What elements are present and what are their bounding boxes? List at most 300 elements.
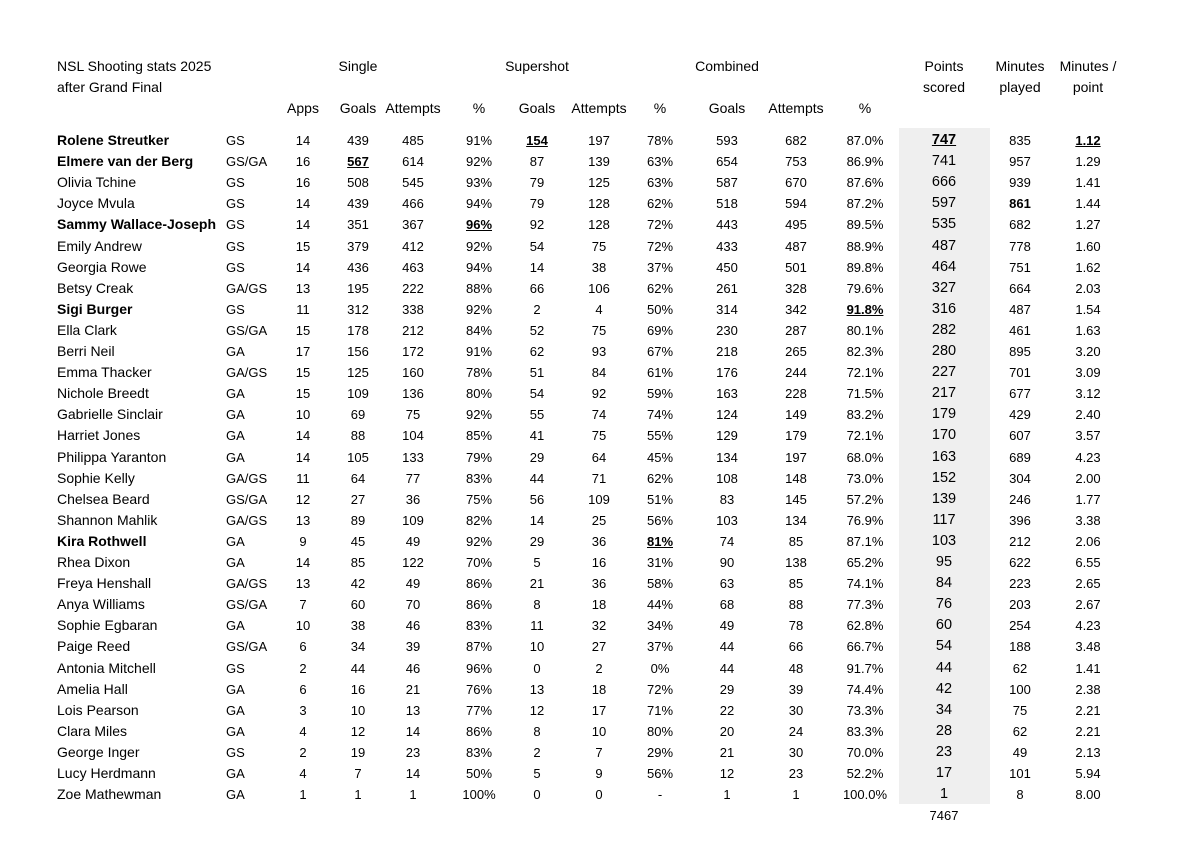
cell-mpp: 2.06 — [1075, 533, 1101, 549]
player-name: Sammy Wallace-Joseph — [57, 216, 216, 233]
cell-pts: 152 — [931, 469, 957, 486]
cell-ssa: 36 — [591, 533, 607, 549]
player-position: GA — [226, 428, 245, 444]
cell-sa: 412 — [402, 238, 424, 254]
cell-cg: 63 — [719, 576, 735, 592]
cell-sg: 60 — [350, 597, 366, 613]
cell-ca: 594 — [785, 196, 807, 212]
cell-mpp: 1.29 — [1075, 154, 1101, 170]
cell-pts: 327 — [931, 279, 957, 296]
cell-ssa: 18 — [591, 681, 607, 697]
cell-ssp: - — [657, 787, 663, 803]
table-row — [0, 784, 1200, 805]
player-name: Shannon Mahlik — [57, 511, 158, 528]
cell-mpp: 1.77 — [1075, 491, 1101, 507]
cell-cg: 230 — [716, 322, 738, 338]
cell-sa: 463 — [402, 259, 424, 275]
player-name: Sophie Kelly — [57, 469, 135, 486]
cell-apps: 4 — [299, 766, 307, 781]
cell-apps: 4 — [299, 723, 307, 739]
cell-ssg: 5 — [533, 555, 541, 570]
cell-ssp: 71% — [646, 702, 674, 718]
cell-ssa: 84 — [591, 365, 607, 381]
cell-min: 223 — [1009, 576, 1031, 592]
cell-sa: 1 — [409, 787, 417, 803]
player-position: GS/GA — [226, 491, 268, 507]
cell-ssg: 79 — [529, 196, 545, 212]
cell-pts: 282 — [931, 321, 957, 338]
cell-sp: 79% — [465, 449, 493, 465]
cell-min: 8 — [1016, 787, 1024, 803]
cell-apps: 14 — [295, 449, 311, 465]
cell-apps: 15 — [295, 238, 311, 254]
cell-ssg: 54 — [529, 386, 545, 402]
cell-ssa: 109 — [588, 491, 610, 507]
cell-sg: 508 — [347, 175, 369, 191]
cell-ssg: 14 — [529, 259, 545, 275]
cell-ssp: 31% — [646, 555, 674, 570]
cell-cp: 100.0% — [842, 787, 888, 803]
cell-cg: 83 — [719, 491, 735, 507]
cell-cp: 76.9% — [846, 512, 884, 528]
cell-pts: 217 — [931, 385, 957, 402]
cell-cg: 443 — [716, 217, 738, 233]
cell-ssg: 21 — [529, 576, 545, 592]
cell-sp: 86% — [465, 597, 493, 613]
cell-ssa: 18 — [591, 597, 607, 613]
cell-sg: 12 — [350, 723, 366, 739]
cell-mpp: 2.13 — [1075, 744, 1101, 760]
cell-cg: 593 — [716, 133, 738, 148]
col-header-combined-pct: % — [858, 100, 872, 116]
cell-ssp: 34% — [646, 618, 674, 634]
cell-cg: 129 — [716, 428, 738, 444]
cell-ssp: 72% — [646, 681, 674, 697]
cell-pts: 316 — [931, 300, 957, 317]
col-header-single-goals: Goals — [339, 100, 377, 116]
cell-pts: 464 — [931, 258, 957, 275]
table-row — [0, 742, 1200, 763]
player-position: GA/GS — [226, 365, 268, 381]
cell-pts: 84 — [935, 575, 953, 592]
table-row — [0, 404, 1200, 425]
group-header-supershot: Supershot — [505, 58, 569, 74]
group-header-points: Points — [924, 58, 964, 74]
cell-ssa: 128 — [588, 217, 610, 233]
cell-pts: 1 — [939, 786, 949, 803]
cell-apps: 13 — [295, 576, 311, 592]
cell-ca: 39 — [788, 681, 804, 697]
cell-sg: 69 — [350, 407, 366, 423]
cell-pts: 597 — [931, 195, 957, 212]
cell-sa: 485 — [402, 133, 424, 148]
cell-cp: 74.1% — [846, 576, 884, 592]
cell-ssp: 62% — [646, 196, 674, 212]
cell-min: 62 — [1012, 723, 1028, 739]
player-name: Emma Thacker — [57, 364, 152, 381]
cell-sp: 91% — [465, 344, 493, 359]
cell-pts: 17 — [935, 765, 953, 781]
cell-min: 254 — [1009, 618, 1031, 634]
cell-ssa: 92 — [591, 386, 607, 402]
cell-sg: 379 — [347, 238, 369, 254]
cell-ca: 30 — [788, 702, 804, 718]
cell-apps: 15 — [295, 386, 311, 402]
table-row — [0, 362, 1200, 383]
player-position: GA — [226, 344, 245, 359]
cell-sp: 100% — [462, 787, 496, 803]
cell-sg: 10 — [350, 702, 366, 718]
cell-ssp: 59% — [646, 386, 674, 402]
table-row — [0, 257, 1200, 278]
cell-cp: 73.3% — [846, 702, 884, 718]
cell-apps: 11 — [296, 470, 310, 486]
cell-ssa: 75 — [591, 238, 607, 254]
cell-sg: 7 — [354, 766, 362, 781]
cell-cp: 72.1% — [846, 428, 884, 444]
cell-pts: 76 — [935, 596, 953, 613]
cell-ssa: 32 — [591, 618, 607, 634]
cell-mpp: 1.62 — [1075, 259, 1101, 275]
cell-sg: 439 — [347, 133, 369, 148]
table-row — [0, 679, 1200, 700]
player-name: Sophie Egbaran — [57, 617, 158, 634]
player-name: Sigi Burger — [57, 300, 133, 317]
cell-ssp: 80% — [646, 723, 674, 739]
cell-pts: 535 — [931, 216, 957, 233]
player-name: Joyce Mvula — [57, 195, 135, 212]
cell-ssa: 125 — [588, 175, 610, 191]
group-header-points-2: scored — [922, 79, 966, 95]
cell-sa: 46 — [405, 618, 421, 634]
group-header-minutes: Minutes — [995, 58, 1045, 74]
cell-min: 49 — [1012, 744, 1028, 760]
cell-ca: 148 — [785, 470, 807, 486]
player-position: GA — [226, 449, 245, 465]
cell-cp: 87.1% — [846, 533, 884, 549]
table-row — [0, 193, 1200, 214]
cell-cp: 88.9% — [846, 238, 884, 254]
cell-ca: 244 — [785, 365, 807, 381]
cell-sa: 614 — [402, 154, 424, 170]
cell-ssa: 38 — [591, 259, 607, 275]
cell-min: 188 — [1009, 639, 1031, 655]
player-name: Anya Williams — [57, 596, 145, 613]
table-row — [0, 489, 1200, 510]
cell-apps: 7 — [299, 597, 307, 613]
cell-sp: 92% — [465, 533, 493, 549]
cell-mpp: 3.38 — [1075, 512, 1101, 528]
cell-sg: 88 — [350, 428, 366, 444]
cell-min: 203 — [1009, 597, 1031, 613]
group-header-combined: Combined — [695, 58, 759, 74]
cell-min: 939 — [1009, 175, 1031, 191]
cell-sp: 85% — [465, 428, 493, 444]
cell-cp: 91.7% — [846, 660, 884, 676]
cell-ca: 149 — [785, 407, 807, 423]
cell-pts: 179 — [931, 406, 957, 423]
cell-ca: 265 — [785, 344, 807, 359]
cell-ssp: 61% — [646, 365, 674, 381]
cell-ssa: 2 — [595, 660, 603, 676]
player-name: Kira Rothwell — [57, 532, 147, 549]
cell-min: 677 — [1009, 386, 1031, 402]
player-name: Amelia Hall — [57, 680, 128, 697]
cell-mpp: 2.65 — [1075, 576, 1101, 592]
cell-mpp: 8.00 — [1075, 787, 1101, 803]
cell-pts: 34 — [935, 701, 953, 718]
cell-ssg: 87 — [529, 154, 545, 170]
cell-min: 62 — [1012, 660, 1028, 676]
player-position: GA/GS — [226, 512, 268, 528]
cell-ssa: 93 — [591, 344, 607, 359]
cell-sg: 567 — [347, 154, 369, 170]
cell-cg: 68 — [719, 597, 735, 613]
cell-mpp: 3.09 — [1075, 365, 1101, 381]
table-row — [0, 636, 1200, 657]
cell-sp: 96% — [465, 217, 493, 233]
cell-apps: 10 — [295, 618, 311, 634]
sheet-title: NSL Shooting stats 2025 — [57, 58, 212, 74]
cell-cp: 89.5% — [846, 217, 884, 233]
player-position: GS — [226, 744, 245, 760]
cell-sa: 36 — [405, 491, 421, 507]
cell-ssp: 62% — [646, 280, 674, 296]
cell-sp: 86% — [465, 576, 493, 592]
cell-ssg: 54 — [529, 238, 545, 254]
cell-pts: 139 — [931, 490, 957, 507]
cell-ssp: 63% — [646, 175, 674, 191]
player-name: Lois Pearson — [57, 701, 139, 718]
cell-cg: 108 — [716, 470, 738, 486]
cell-min: 461 — [1009, 322, 1031, 338]
cell-apps: 2 — [299, 660, 307, 676]
cell-sg: 16 — [350, 681, 366, 697]
player-name: Zoe Mathewman — [57, 786, 162, 803]
cell-sp: 50% — [465, 766, 493, 781]
player-name: Ella Clark — [57, 321, 117, 338]
table-row — [0, 130, 1200, 151]
cell-ssa: 74 — [591, 407, 607, 423]
cell-ssp: 63% — [646, 154, 674, 170]
cell-ca: 501 — [785, 259, 807, 275]
cell-ssa: 10 — [591, 723, 607, 739]
col-header-combined-attempts: Attempts — [768, 100, 824, 116]
cell-cg: 49 — [719, 618, 735, 634]
col-header-apps: Apps — [287, 100, 319, 116]
cell-cg: 74 — [719, 533, 735, 549]
cell-sa: 39 — [405, 639, 421, 655]
cell-ca: 495 — [785, 217, 807, 233]
player-position: GS — [226, 259, 245, 275]
cell-cp: 87.2% — [846, 196, 884, 212]
player-position: GA — [226, 766, 245, 781]
cell-ssp: 72% — [646, 217, 674, 233]
cell-ssa: 16 — [591, 555, 607, 570]
cell-ca: 328 — [785, 280, 807, 296]
cell-sg: 312 — [347, 301, 369, 317]
cell-sp: 70% — [465, 555, 493, 570]
cell-ssa: 17 — [591, 702, 607, 718]
cell-sa: 338 — [402, 301, 424, 317]
cell-min: 835 — [1009, 133, 1031, 148]
cell-sg: 89 — [350, 512, 366, 528]
cell-sa: 367 — [402, 217, 424, 233]
cell-apps: 6 — [299, 639, 307, 655]
cell-cp: 57.2% — [846, 491, 884, 507]
player-position: GS — [226, 660, 245, 676]
cell-ssg: 52 — [529, 322, 545, 338]
table-row — [0, 468, 1200, 489]
cell-ssg: 2 — [533, 744, 541, 760]
cell-mpp: 2.21 — [1075, 723, 1101, 739]
cell-pts: 42 — [935, 680, 953, 697]
table-row — [0, 552, 1200, 573]
cell-pts: 487 — [931, 237, 957, 254]
cell-sp: 86% — [465, 723, 493, 739]
cell-min: 396 — [1009, 512, 1031, 528]
table-row — [0, 236, 1200, 257]
cell-min: 101 — [1009, 766, 1031, 781]
cell-cg: 44 — [719, 639, 735, 655]
player-position: GA/GS — [226, 576, 268, 592]
player-name: Rolene Streutker — [57, 132, 170, 148]
cell-apps: 14 — [295, 196, 311, 212]
player-name: Paige Reed — [57, 638, 131, 655]
cell-ssa: 139 — [588, 154, 610, 170]
cell-ssa: 197 — [588, 133, 610, 148]
cell-mpp: 1.44 — [1075, 196, 1101, 212]
table-row — [0, 172, 1200, 193]
table-row — [0, 700, 1200, 721]
cell-ca: 66 — [788, 639, 804, 655]
player-name: Philippa Yaranton — [57, 448, 167, 465]
cell-ssa: 27 — [591, 639, 607, 655]
cell-ca: 145 — [785, 491, 807, 507]
cell-cg: 20 — [719, 723, 735, 739]
group-header-single: Single — [338, 58, 378, 74]
player-position: GA — [226, 702, 245, 718]
cell-sg: 436 — [347, 259, 369, 275]
cell-ssg: 56 — [529, 491, 545, 507]
cell-ssp: 44% — [646, 597, 674, 613]
cell-ssp: 0% — [650, 660, 670, 676]
cell-sa: 49 — [405, 576, 421, 592]
cell-ssp: 37% — [646, 639, 674, 655]
table-row — [0, 510, 1200, 531]
cell-ca: 78 — [788, 618, 804, 634]
cell-cg: 176 — [716, 365, 738, 381]
cell-pts: 44 — [935, 659, 953, 676]
cell-cp: 70.0% — [846, 744, 884, 760]
cell-cp: 82.3% — [846, 344, 884, 359]
cell-sp: 88% — [465, 280, 493, 296]
cell-ssa: 9 — [595, 766, 603, 781]
cell-apps: 11 — [296, 301, 310, 317]
cell-sa: 14 — [405, 723, 421, 739]
player-position: GA — [226, 681, 245, 697]
cell-min: 75 — [1012, 702, 1028, 718]
table-row — [0, 763, 1200, 784]
cell-apps: 14 — [295, 217, 311, 233]
cell-sa: 136 — [402, 386, 424, 402]
cell-mpp: 1.12 — [1075, 133, 1101, 148]
cell-sg: 85 — [350, 555, 366, 570]
cell-sg: 105 — [347, 449, 369, 465]
player-name: Berri Neil — [57, 343, 115, 359]
cell-sg: 42 — [350, 576, 366, 592]
cell-ssg: 29 — [529, 449, 545, 465]
cell-ssg: 92 — [529, 217, 545, 233]
cell-mpp: 2.03 — [1075, 280, 1101, 296]
cell-sp: 96% — [465, 660, 493, 676]
cell-pts: 280 — [931, 343, 957, 359]
cell-pts: 28 — [935, 722, 953, 739]
cell-ssp: 45% — [646, 449, 674, 465]
table-row — [0, 615, 1200, 636]
cell-ssg: 0 — [533, 660, 541, 676]
cell-cp: 74.4% — [846, 681, 884, 697]
cell-apps: 15 — [295, 322, 311, 338]
cell-ssg: 2 — [533, 301, 541, 317]
cell-sa: 75 — [405, 407, 421, 423]
cell-cg: 261 — [716, 280, 738, 296]
cell-ssp: 51% — [646, 491, 674, 507]
cell-mpp: 2.00 — [1075, 470, 1101, 486]
cell-cg: 163 — [716, 386, 738, 402]
cell-ca: 85 — [788, 576, 804, 592]
player-name: Emily Andrew — [57, 237, 142, 254]
cell-apps: 6 — [299, 681, 307, 697]
cell-cg: 21 — [719, 744, 735, 760]
cell-apps: 13 — [295, 512, 311, 528]
cell-sa: 46 — [405, 660, 421, 676]
cell-sg: 34 — [350, 639, 366, 655]
player-name: Elmere van der Berg — [57, 153, 194, 170]
cell-sa: 21 — [405, 681, 421, 697]
cell-pts: 227 — [931, 364, 957, 381]
cell-ssa: 64 — [591, 449, 607, 465]
cell-ca: 30 — [788, 744, 804, 760]
cell-sa: 70 — [405, 597, 421, 613]
cell-pts: 163 — [931, 448, 957, 465]
cell-min: 778 — [1009, 238, 1031, 254]
table-row — [0, 214, 1200, 235]
cell-ssg: 55 — [529, 407, 545, 423]
cell-sg: 125 — [347, 365, 369, 381]
cell-ssp: 67% — [646, 344, 674, 359]
cell-ssg: 5 — [533, 766, 541, 781]
cell-ssg: 41 — [529, 428, 545, 444]
table-row — [0, 447, 1200, 468]
cell-sa: 77 — [405, 470, 421, 486]
player-name: Rhea Dixon — [57, 554, 131, 570]
cell-sp: 91% — [465, 133, 493, 148]
cell-mpp: 1.63 — [1075, 322, 1101, 338]
cell-mpp: 1.54 — [1075, 301, 1101, 317]
cell-ca: 197 — [785, 449, 807, 465]
cell-sa: 160 — [402, 365, 424, 381]
cell-sp: 92% — [465, 238, 493, 254]
cell-pts: 103 — [931, 532, 957, 549]
cell-ssg: 154 — [526, 133, 548, 148]
cell-ca: 682 — [785, 133, 807, 148]
cell-ssg: 79 — [529, 175, 545, 191]
cell-pts: 741 — [931, 153, 957, 170]
cell-min: 100 — [1009, 681, 1031, 697]
cell-apps: 14 — [295, 428, 311, 444]
cell-sp: 93% — [465, 175, 493, 191]
